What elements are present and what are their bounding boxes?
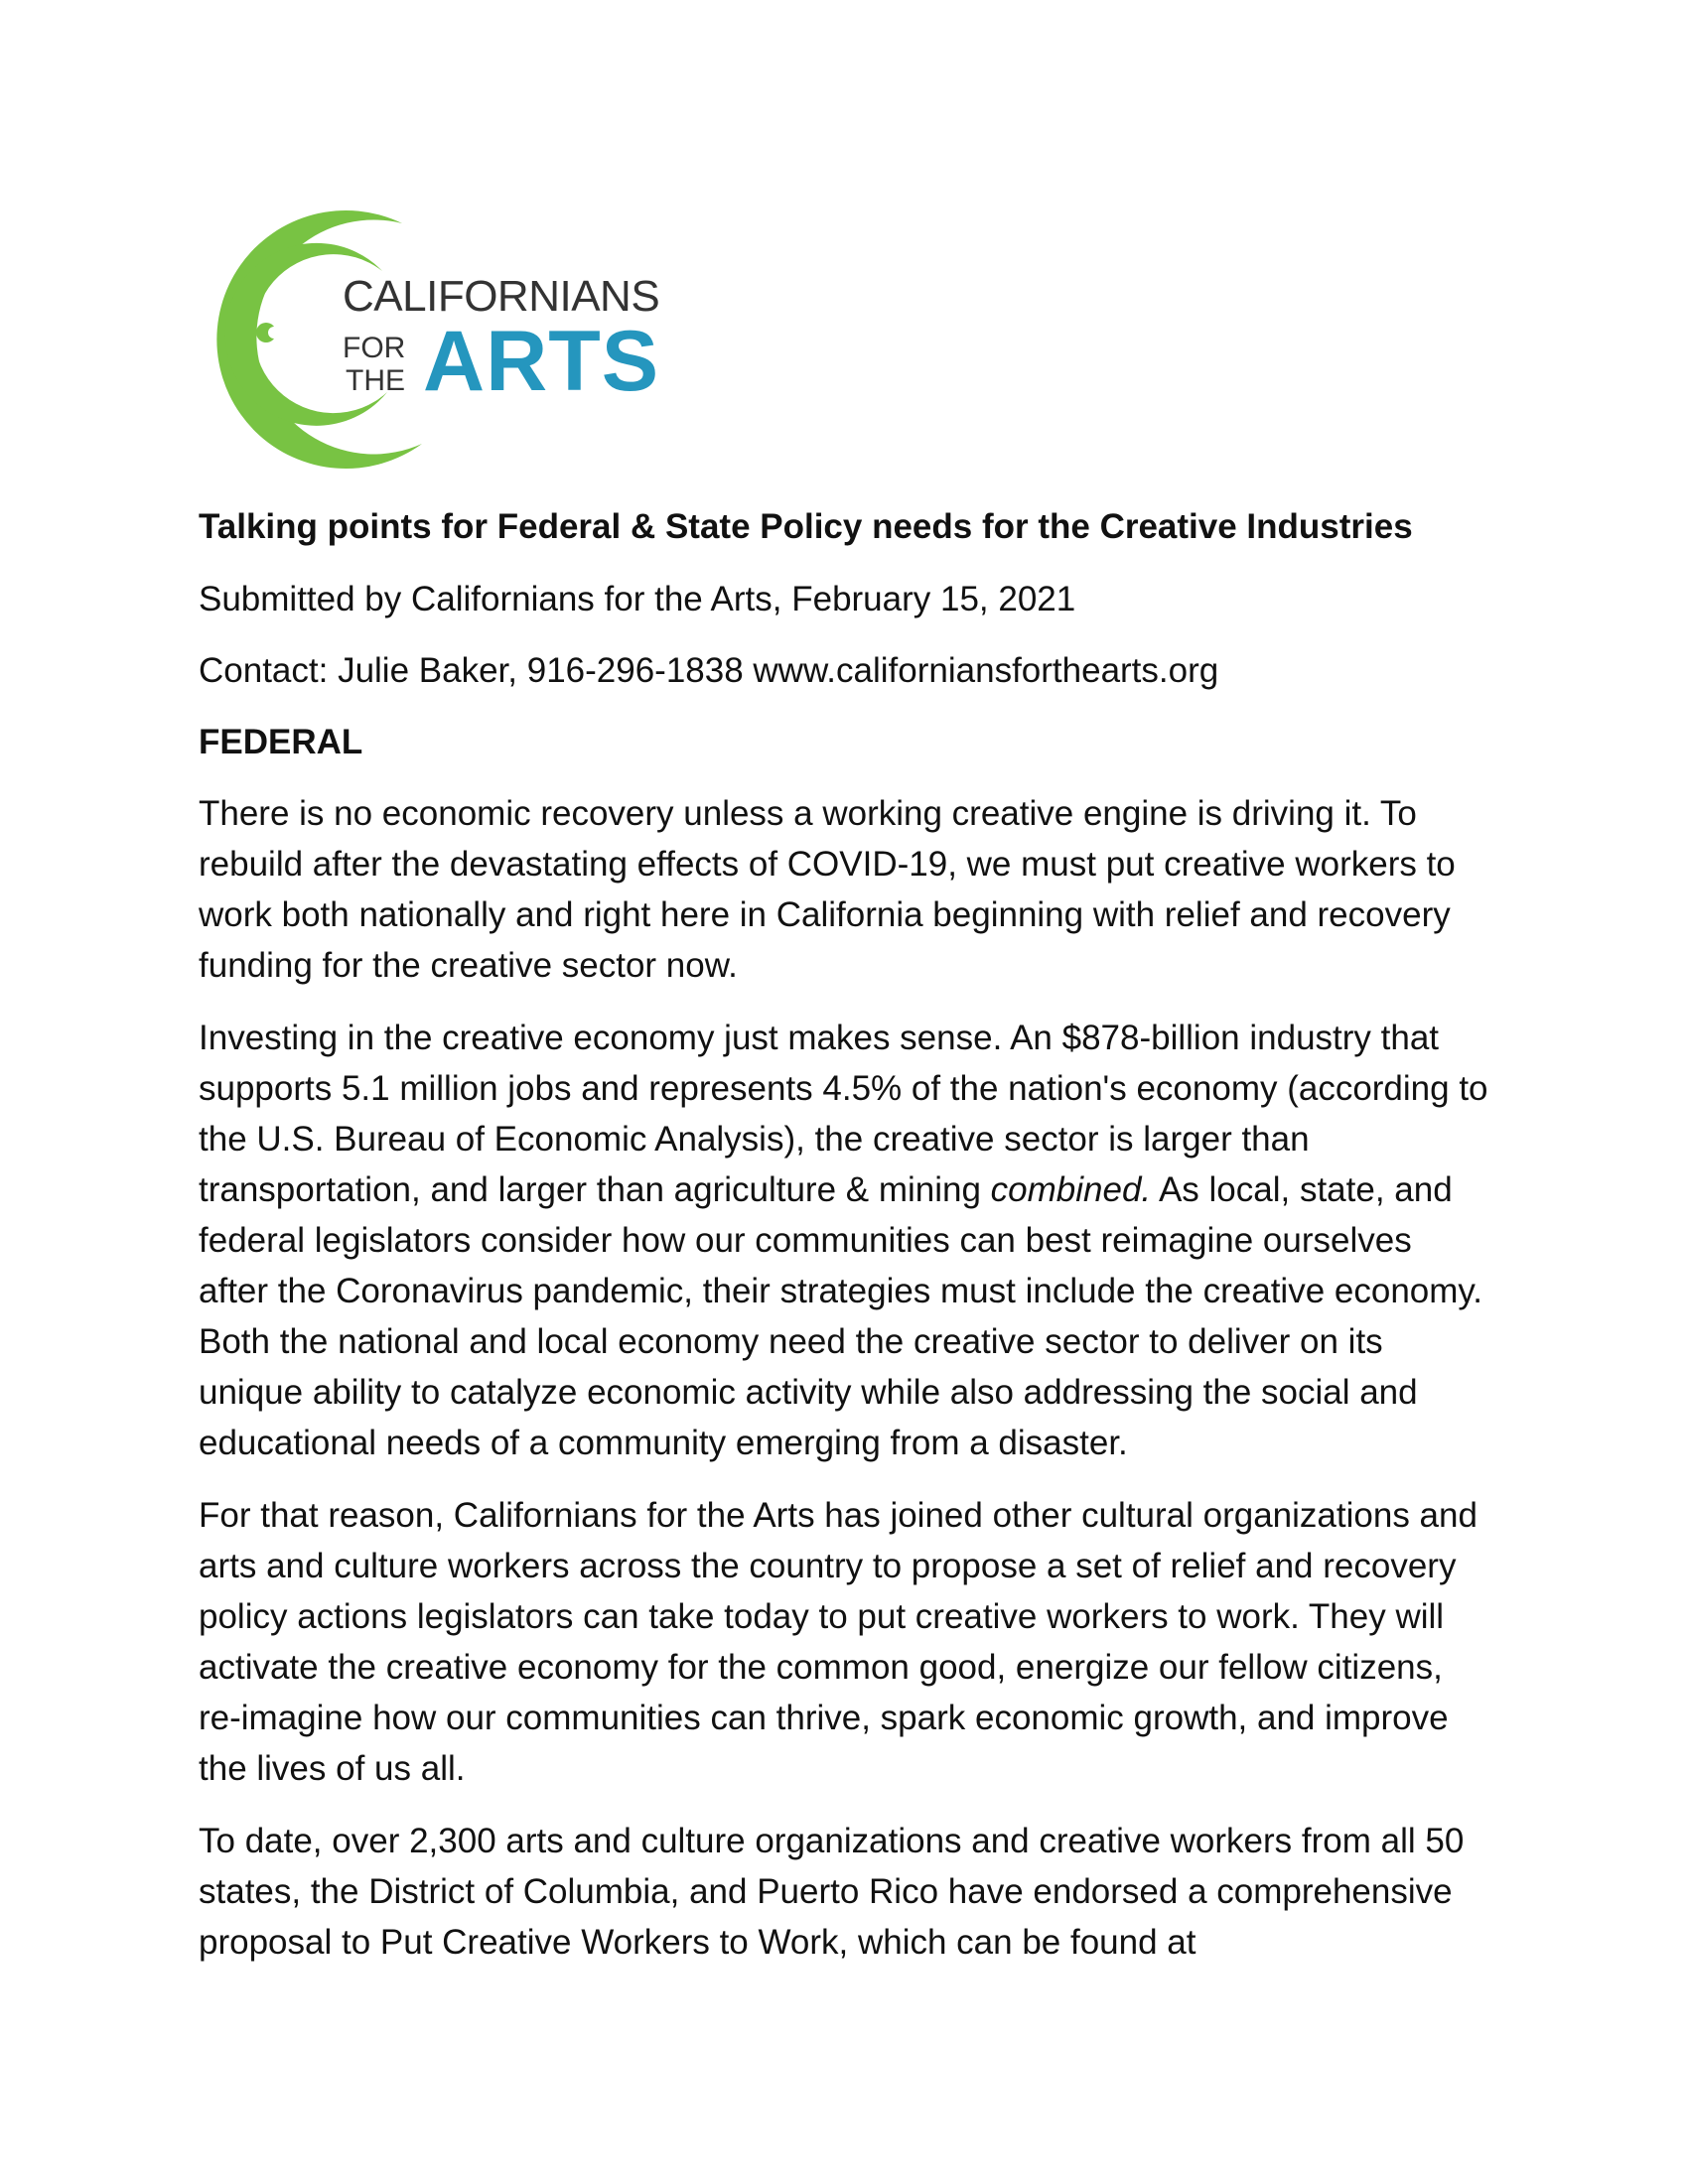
paragraph-investing-part1: Investing in the creative economy just makes sense. An $878-billion industry that supports 5.1 million jobs and represents 4.5% of the nation's economy (according to the U.S. Bureau of Economic Analysis), the creative sector is larger than transportation, and larger than agriculture & mining [199,1019,1488,1209]
paragraph-investing-part2: As local, state, and federal legislators consider how our communities can best reimagine ourselves after the Coronavirus pandemic, their strategies must include the creative economy. Both the national and local economy need the creative sector to deliver on its unique ability to catalyze economic activity while also addressing the social and educational needs of a community emerging from a disaster. [199,1170,1483,1462]
document-content [199,501,1489,1989]
logo-text-arts: ARTS [423,314,660,409]
paragraph-economic-recovery: There is no economic recovery unless a working creative engine is driving it. To rebuild after the devastating effects of COVID-19, we must put creative workers to work both nationally and right here in California beginning with relief and recovery funding for the creative sector now. [199,794,1456,985]
paragraph-investing [199,1013,1489,1468]
contact-line: Contact: Julie Baker, 916-296-1838 www.californiansforthearts.org [199,651,1219,690]
logo-text-californians: CALIFORNIANS [343,272,660,321]
logo-text-for: FOR [343,332,406,364]
submitted-line: Submitted by Californians for the Arts, February 15, 2021 [199,580,1076,618]
californians-for-the-arts-logo [189,194,705,481]
paragraph-to-date: To date, over 2,300 arts and culture organizations and creative workers from all 50 states, the District of Columbia, and Puerto Rico have endorsed a comprehensive proposal to Put Creative Workers to Work, which can be found at [199,1822,1465,1962]
paragraph-investing-emphasis: combined. [990,1170,1152,1209]
section-heading-federal: FEDERAL [199,723,363,761]
document-title: Talking points for Federal & State Policy needs for the Creative Industries [199,507,1413,546]
logo-text-the: THE [346,364,405,397]
paragraph-for-that-reason: For that reason, Californians for the Arts has joined other cultural organizations and arts and culture workers across the country to propose a set of relief and recovery policy actions legislators can take today to put creative workers to work. They will activate the creative economy for the common good, energize our fellow citizens, re-imagine how our communities can thrive, spark economic growth, and improve the lives of us all. [199,1496,1477,1788]
